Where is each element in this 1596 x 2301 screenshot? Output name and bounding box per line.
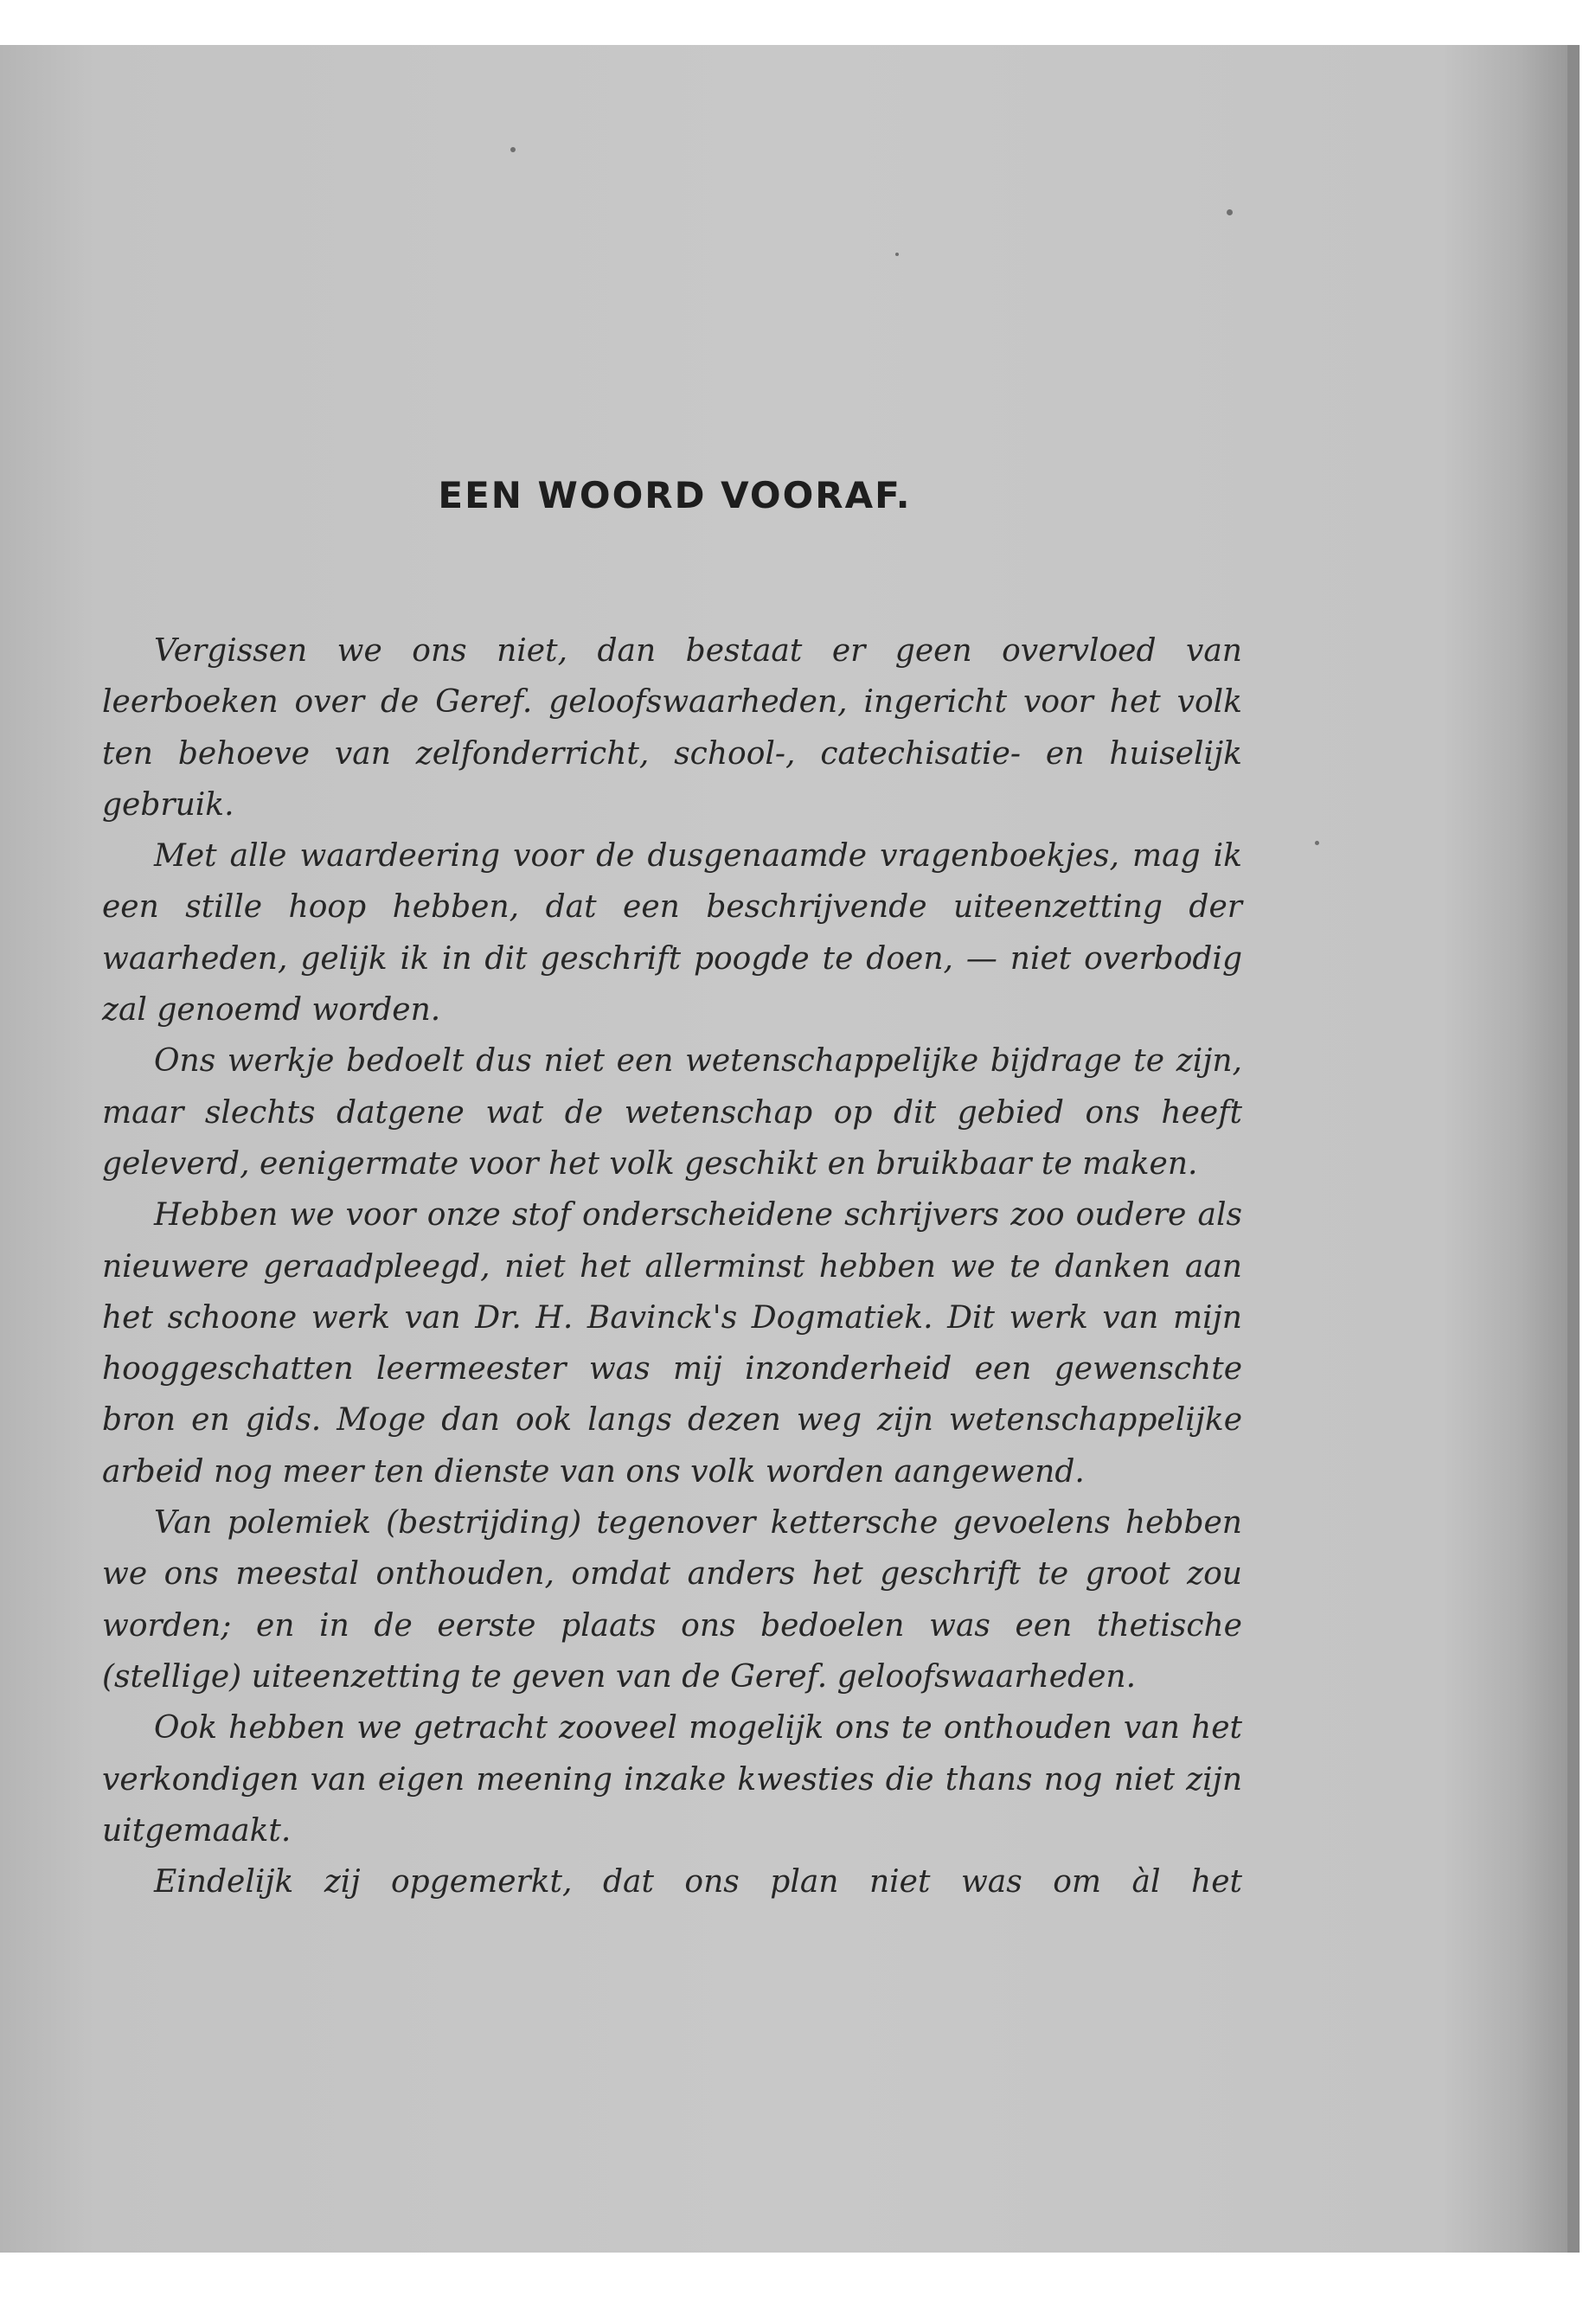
ink-speck xyxy=(1227,209,1233,215)
ink-speck xyxy=(895,253,899,256)
ink-speck xyxy=(510,147,516,152)
paragraph: Vergissen we ons niet, dan bestaat er geen overvloed van leerboeken over de Geref. geloofswaarheden, ingericht voor het volk ten behoeve van zelfonderricht, school-, catechisatie- en huiselijk gebruik. xyxy=(102,633,1242,823)
page-heading: EEN WOORD VOORAF. xyxy=(438,474,912,516)
ink-speck xyxy=(1315,841,1319,845)
page-edge-shadow xyxy=(1567,45,1580,2253)
paragraph: Eindelijk zij opgemerkt, dat ons plan niet was om àl het xyxy=(154,1864,1242,1900)
paragraph: Hebben we voor onze stof onderscheidene schrijvers zoo oudere als nieuwere geraadpleegd, niet het allerminst hebben we te danken aan het schoone werk van Dr. H. Bavinck's Dogmatiek. Dit werk van mijn hooggeschatten leermeester was mij inzonderheid een gewenschte bron en gids. Moge dan ook langs dezen weg zijn wetenschappelijke arbeid nog meer ten dienste van ons volk worden aangewend. xyxy=(102,1197,1242,1490)
paragraph: Ook hebben we getracht zooveel mogelijk ons te onthouden van het verkondigen van eigen meening inzake kwesties die thans nog niet zijn uitgemaakt. xyxy=(102,1710,1242,1849)
paragraph: Met alle waardeering voor de dusgenaamde vragenboekjes, mag ik een stille hoop hebben, dat een beschrijvende uiteenzetting der waarheden, gelijk ik in dit geschrift poogde te doen, — niet overbodig zal genoemd worden. xyxy=(102,838,1242,1029)
paragraph: Van polemiek (bestrijding) tegenover kettersche gevoelens hebben we ons meestal onthouden, omdat anders het geschrift te groot zou worden; en in de eerste plaats ons bedoelen was een thetische (stellige) uiteenzetting te geven van de Geref. geloofswaarheden. xyxy=(102,1505,1242,1695)
body-text xyxy=(102,625,1242,1907)
paragraph: Ons werkje bedoelt dus niet een wetenschappelijke bijdrage te zijn, maar slechts datgene wat de wetenschap op dit gebied ons heeft geleverd, eenigermate voor het volk geschikt en bruikbaar te maken. xyxy=(102,1043,1242,1182)
